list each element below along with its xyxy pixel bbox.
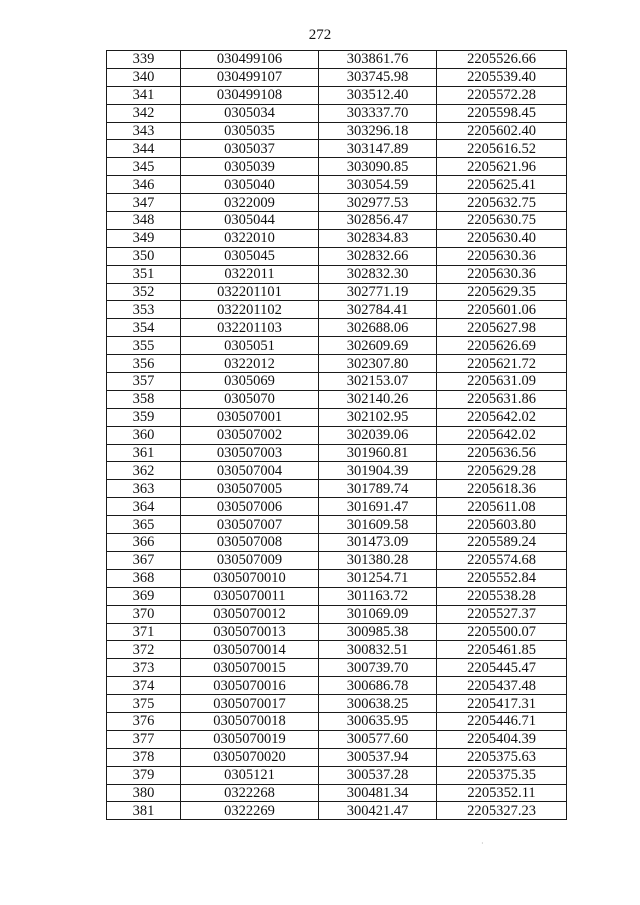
table-row xyxy=(107,498,567,516)
x-coordinate-cell: 303090.85 xyxy=(319,158,437,176)
row-number-cell: 353 xyxy=(107,301,181,319)
row-number-cell: 366 xyxy=(107,534,181,552)
table-row xyxy=(107,444,567,462)
table-row xyxy=(107,158,567,176)
row-number-cell: 379 xyxy=(107,766,181,784)
y-coordinate-cell: 2205630.40 xyxy=(437,229,567,247)
point-code-cell: 0305039 xyxy=(181,158,319,176)
point-code-cell: 0305070013 xyxy=(181,623,319,641)
row-number-cell: 362 xyxy=(107,462,181,480)
table-row xyxy=(107,605,567,623)
y-coordinate-cell: 2205625.41 xyxy=(437,176,567,194)
point-code-cell: 030499106 xyxy=(181,51,319,69)
row-number-cell: 365 xyxy=(107,516,181,534)
row-number-cell: 357 xyxy=(107,373,181,391)
row-number-cell: 345 xyxy=(107,158,181,176)
y-coordinate-cell: 2205616.52 xyxy=(437,140,567,158)
point-code-cell: 030507007 xyxy=(181,516,319,534)
row-number-cell: 352 xyxy=(107,283,181,301)
point-code-cell: 032201101 xyxy=(181,283,319,301)
x-coordinate-cell: 300577.60 xyxy=(319,730,437,748)
y-coordinate-cell: 2205631.09 xyxy=(437,373,567,391)
x-coordinate-cell: 303861.76 xyxy=(319,51,437,69)
point-code-cell: 0305070016 xyxy=(181,677,319,695)
row-number-cell: 339 xyxy=(107,51,181,69)
row-number-cell: 364 xyxy=(107,498,181,516)
table-row xyxy=(107,86,567,104)
x-coordinate-cell: 301473.09 xyxy=(319,534,437,552)
coordinates-table xyxy=(106,50,567,820)
page-number: 272 xyxy=(308,27,332,43)
x-coordinate-cell: 300481.34 xyxy=(319,784,437,802)
row-number-cell: 355 xyxy=(107,337,181,355)
table-row xyxy=(107,176,567,194)
table-row xyxy=(107,569,567,587)
table-row xyxy=(107,355,567,373)
row-number-cell: 377 xyxy=(107,730,181,748)
table-row xyxy=(107,229,567,247)
point-code-cell: 0305034 xyxy=(181,104,319,122)
point-code-cell: 030507006 xyxy=(181,498,319,516)
y-coordinate-cell: 2205538.28 xyxy=(437,587,567,605)
point-code-cell: 030507004 xyxy=(181,462,319,480)
table-row xyxy=(107,337,567,355)
x-coordinate-cell: 302140.26 xyxy=(319,390,437,408)
point-code-cell: 0305045 xyxy=(181,247,319,265)
x-coordinate-cell: 302307.80 xyxy=(319,355,437,373)
table-row xyxy=(107,373,567,391)
table-row xyxy=(107,659,567,677)
point-code-cell: 0305070015 xyxy=(181,659,319,677)
y-coordinate-cell: 2205552.84 xyxy=(437,569,567,587)
row-number-cell: 375 xyxy=(107,695,181,713)
table-row xyxy=(107,766,567,784)
table-row xyxy=(107,551,567,569)
x-coordinate-cell: 302102.95 xyxy=(319,408,437,426)
table-row xyxy=(107,462,567,480)
y-coordinate-cell: 2205629.28 xyxy=(437,462,567,480)
point-code-cell: 0305070017 xyxy=(181,695,319,713)
y-coordinate-cell: 2205375.63 xyxy=(437,748,567,766)
x-coordinate-cell: 301609.58 xyxy=(319,516,437,534)
y-coordinate-cell: 2205630.36 xyxy=(437,265,567,283)
row-number-cell: 374 xyxy=(107,677,181,695)
row-number-cell: 361 xyxy=(107,444,181,462)
point-code-cell: 030507009 xyxy=(181,551,319,569)
table-row xyxy=(107,730,567,748)
row-number-cell: 373 xyxy=(107,659,181,677)
point-code-cell: 0322269 xyxy=(181,802,319,820)
point-code-cell: 030499108 xyxy=(181,86,319,104)
x-coordinate-cell: 303296.18 xyxy=(319,122,437,140)
y-coordinate-cell: 2205404.39 xyxy=(437,730,567,748)
point-code-cell: 0305069 xyxy=(181,373,319,391)
table-row xyxy=(107,623,567,641)
x-coordinate-cell: 300537.28 xyxy=(319,766,437,784)
table-row xyxy=(107,677,567,695)
point-code-cell: 030499107 xyxy=(181,68,319,86)
table-row xyxy=(107,68,567,86)
row-number-cell: 340 xyxy=(107,68,181,86)
point-code-cell: 0305070012 xyxy=(181,605,319,623)
row-number-cell: 372 xyxy=(107,641,181,659)
y-coordinate-cell: 2205629.35 xyxy=(437,283,567,301)
point-code-cell: 0305121 xyxy=(181,766,319,784)
row-number-cell: 359 xyxy=(107,408,181,426)
row-number-cell: 348 xyxy=(107,212,181,230)
row-number-cell: 350 xyxy=(107,247,181,265)
x-coordinate-cell: 301163.72 xyxy=(319,587,437,605)
point-code-cell: 030507005 xyxy=(181,480,319,498)
y-coordinate-cell: 2205445.47 xyxy=(437,659,567,677)
x-coordinate-cell: 302834.83 xyxy=(319,229,437,247)
point-code-cell: 0305070 xyxy=(181,390,319,408)
point-code-cell: 0305051 xyxy=(181,337,319,355)
x-coordinate-cell: 300537.94 xyxy=(319,748,437,766)
point-code-cell: 0322268 xyxy=(181,784,319,802)
x-coordinate-cell: 303745.98 xyxy=(319,68,437,86)
x-coordinate-cell: 302977.53 xyxy=(319,194,437,212)
row-number-cell: 381 xyxy=(107,802,181,820)
row-number-cell: 346 xyxy=(107,176,181,194)
table-row xyxy=(107,516,567,534)
x-coordinate-cell: 303512.40 xyxy=(319,86,437,104)
x-coordinate-cell: 302784.41 xyxy=(319,301,437,319)
y-coordinate-cell: 2205618.36 xyxy=(437,480,567,498)
point-code-cell: 030507003 xyxy=(181,444,319,462)
y-coordinate-cell: 2205642.02 xyxy=(437,426,567,444)
point-code-cell: 030507002 xyxy=(181,426,319,444)
x-coordinate-cell: 301069.09 xyxy=(319,605,437,623)
y-coordinate-cell: 2205627.98 xyxy=(437,319,567,337)
row-number-cell: 351 xyxy=(107,265,181,283)
x-coordinate-cell: 302832.66 xyxy=(319,247,437,265)
table-row xyxy=(107,587,567,605)
point-code-cell: 0322009 xyxy=(181,194,319,212)
y-coordinate-cell: 2205461.85 xyxy=(437,641,567,659)
point-code-cell: 0305070019 xyxy=(181,730,319,748)
point-code-cell: 0305044 xyxy=(181,212,319,230)
y-coordinate-cell: 2205632.75 xyxy=(437,194,567,212)
table-row xyxy=(107,194,567,212)
x-coordinate-cell: 301380.28 xyxy=(319,551,437,569)
row-number-cell: 363 xyxy=(107,480,181,498)
y-coordinate-cell: 2205621.96 xyxy=(437,158,567,176)
y-coordinate-cell: 2205601.06 xyxy=(437,301,567,319)
x-coordinate-cell: 300739.70 xyxy=(319,659,437,677)
row-number-cell: 376 xyxy=(107,712,181,730)
x-coordinate-cell: 300638.25 xyxy=(319,695,437,713)
coordinates-table-container xyxy=(106,50,566,820)
point-code-cell: 0305037 xyxy=(181,140,319,158)
y-coordinate-cell: 2205437.48 xyxy=(437,677,567,695)
row-number-cell: 343 xyxy=(107,122,181,140)
row-number-cell: 344 xyxy=(107,140,181,158)
x-coordinate-cell: 300635.95 xyxy=(319,712,437,730)
y-coordinate-cell: 2205527.37 xyxy=(437,605,567,623)
footer-mark: · xyxy=(481,839,484,848)
x-coordinate-cell: 300686.78 xyxy=(319,677,437,695)
table-row xyxy=(107,319,567,337)
table-row xyxy=(107,408,567,426)
row-number-cell: 368 xyxy=(107,569,181,587)
x-coordinate-cell: 300421.47 xyxy=(319,802,437,820)
x-coordinate-cell: 301254.71 xyxy=(319,569,437,587)
point-code-cell: 0305070014 xyxy=(181,641,319,659)
row-number-cell: 342 xyxy=(107,104,181,122)
point-code-cell: 0305070018 xyxy=(181,712,319,730)
table-row xyxy=(107,247,567,265)
table-row xyxy=(107,51,567,69)
point-code-cell: 0305070020 xyxy=(181,748,319,766)
point-code-cell: 0322011 xyxy=(181,265,319,283)
x-coordinate-cell: 302856.47 xyxy=(319,212,437,230)
point-code-cell: 0305070011 xyxy=(181,587,319,605)
row-number-cell: 367 xyxy=(107,551,181,569)
table-row xyxy=(107,641,567,659)
y-coordinate-cell: 2205630.75 xyxy=(437,212,567,230)
row-number-cell: 341 xyxy=(107,86,181,104)
y-coordinate-cell: 2205500.07 xyxy=(437,623,567,641)
y-coordinate-cell: 2205626.69 xyxy=(437,337,567,355)
y-coordinate-cell: 2205621.72 xyxy=(437,355,567,373)
row-number-cell: 347 xyxy=(107,194,181,212)
table-row xyxy=(107,748,567,766)
point-code-cell: 030507001 xyxy=(181,408,319,426)
y-coordinate-cell: 2205602.40 xyxy=(437,122,567,140)
y-coordinate-cell: 2205598.45 xyxy=(437,104,567,122)
y-coordinate-cell: 2205526.66 xyxy=(437,51,567,69)
table-row xyxy=(107,712,567,730)
row-number-cell: 380 xyxy=(107,784,181,802)
y-coordinate-cell: 2205636.56 xyxy=(437,444,567,462)
x-coordinate-cell: 303054.59 xyxy=(319,176,437,194)
table-row xyxy=(107,265,567,283)
table-row xyxy=(107,802,567,820)
y-coordinate-cell: 2205589.24 xyxy=(437,534,567,552)
x-coordinate-cell: 302039.06 xyxy=(319,426,437,444)
x-coordinate-cell: 300832.51 xyxy=(319,641,437,659)
y-coordinate-cell: 2205630.36 xyxy=(437,247,567,265)
table-body xyxy=(107,51,567,820)
row-number-cell: 369 xyxy=(107,587,181,605)
x-coordinate-cell: 301960.81 xyxy=(319,444,437,462)
y-coordinate-cell: 2205603.80 xyxy=(437,516,567,534)
table-row xyxy=(107,784,567,802)
row-number-cell: 378 xyxy=(107,748,181,766)
x-coordinate-cell: 301789.74 xyxy=(319,480,437,498)
x-coordinate-cell: 302153.07 xyxy=(319,373,437,391)
point-code-cell: 0322010 xyxy=(181,229,319,247)
table-row xyxy=(107,695,567,713)
x-coordinate-cell: 302688.06 xyxy=(319,319,437,337)
row-number-cell: 371 xyxy=(107,623,181,641)
y-coordinate-cell: 2205446.71 xyxy=(437,712,567,730)
table-row xyxy=(107,390,567,408)
y-coordinate-cell: 2205574.68 xyxy=(437,551,567,569)
table-row xyxy=(107,122,567,140)
point-code-cell: 0322012 xyxy=(181,355,319,373)
y-coordinate-cell: 2205417.31 xyxy=(437,695,567,713)
table-row xyxy=(107,301,567,319)
x-coordinate-cell: 302609.69 xyxy=(319,337,437,355)
y-coordinate-cell: 2205375.35 xyxy=(437,766,567,784)
point-code-cell: 030507008 xyxy=(181,534,319,552)
y-coordinate-cell: 2205352.11 xyxy=(437,784,567,802)
table-row xyxy=(107,104,567,122)
y-coordinate-cell: 2205611.08 xyxy=(437,498,567,516)
x-coordinate-cell: 302832.30 xyxy=(319,265,437,283)
point-code-cell: 032201103 xyxy=(181,319,319,337)
y-coordinate-cell: 2205642.02 xyxy=(437,408,567,426)
x-coordinate-cell: 303147.89 xyxy=(319,140,437,158)
x-coordinate-cell: 303337.70 xyxy=(319,104,437,122)
y-coordinate-cell: 2205631.86 xyxy=(437,390,567,408)
row-number-cell: 349 xyxy=(107,229,181,247)
point-code-cell: 0305070010 xyxy=(181,569,319,587)
x-coordinate-cell: 301691.47 xyxy=(319,498,437,516)
table-row xyxy=(107,212,567,230)
row-number-cell: 356 xyxy=(107,355,181,373)
x-coordinate-cell: 301904.39 xyxy=(319,462,437,480)
x-coordinate-cell: 300985.38 xyxy=(319,623,437,641)
table-row xyxy=(107,534,567,552)
table-row xyxy=(107,480,567,498)
row-number-cell: 360 xyxy=(107,426,181,444)
row-number-cell: 370 xyxy=(107,605,181,623)
y-coordinate-cell: 2205327.23 xyxy=(437,802,567,820)
row-number-cell: 354 xyxy=(107,319,181,337)
row-number-cell: 358 xyxy=(107,390,181,408)
point-code-cell: 032201102 xyxy=(181,301,319,319)
y-coordinate-cell: 2205539.40 xyxy=(437,68,567,86)
y-coordinate-cell: 2205572.28 xyxy=(437,86,567,104)
point-code-cell: 0305035 xyxy=(181,122,319,140)
table-row xyxy=(107,140,567,158)
x-coordinate-cell: 302771.19 xyxy=(319,283,437,301)
table-row xyxy=(107,426,567,444)
table-row xyxy=(107,283,567,301)
point-code-cell: 0305040 xyxy=(181,176,319,194)
